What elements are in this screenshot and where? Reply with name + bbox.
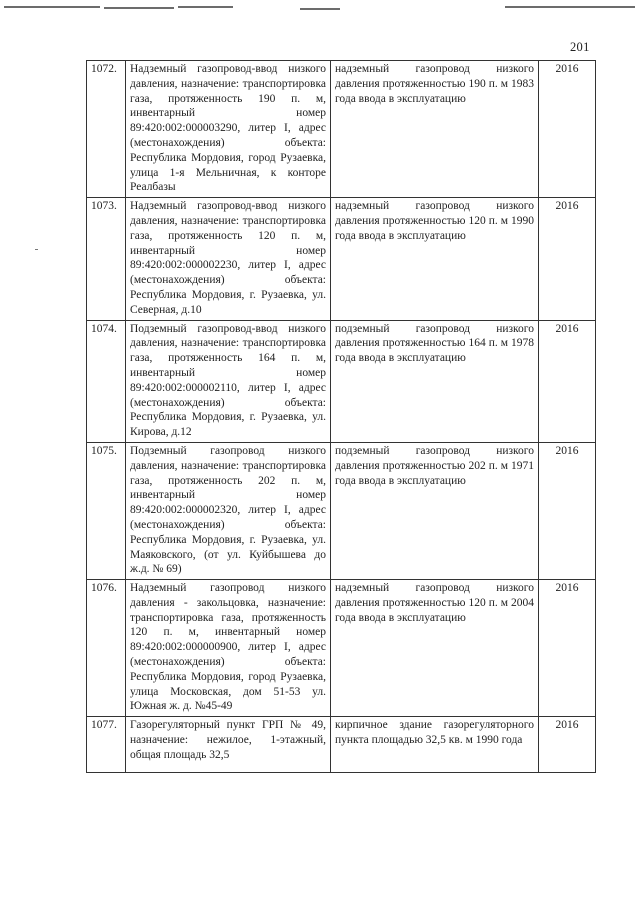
object-name: Надземный газопровод-ввод низкого давления, назначение: транспортировка газа, протяженность 190 п. м, инвентарный номер 89:420:002:000003290, литер I, адрес (местонахождения) объекта: Республика Мордовия, город Рузаевка, улица 1-я Мельничная, к конторе Реалбазы <box>126 61 331 198</box>
table-row <box>87 580 596 717</box>
table-row <box>87 320 596 442</box>
object-description: подземный газопровод низкого давления протяженностью 164 п. м 1978 года ввода в эксплуатацию <box>331 320 539 442</box>
row-number: 1072. <box>87 61 126 198</box>
row-number: 1073. <box>87 198 126 320</box>
object-description: надземный газопровод низкого давления протяженностью 120 п. м 2004 года ввода в эксплуатацию <box>331 580 539 717</box>
object-name: Надземный газопровод низкого давления - закольцовка, назначение: транспортировка газа, протяженность 120 п. м, инвентарный номер 89:420:002:000000900, литер I, адрес (местонахождения) объекта: Республика Мордовия, город Рузаевка, улица Московская, дом 51-53 ул. Южная ж. д. №45-49 <box>126 580 331 717</box>
object-description: надземный газопровод низкого давления протяженностью 120 п. м 1990 года ввода в эксплуатацию <box>331 198 539 320</box>
year: 2016 <box>539 61 596 198</box>
row-number: 1075. <box>87 442 126 579</box>
object-name: Газорегуляторный пункт ГРП № 49, назначение: нежилое, 1-этажный, общая площадь 32,5 <box>126 717 331 773</box>
table-row <box>87 198 596 320</box>
scan-edge-artifact <box>0 6 640 12</box>
year: 2016 <box>539 717 596 773</box>
year: 2016 <box>539 198 596 320</box>
object-description: подземный газопровод низкого давления протяженностью 202 п. м 1971 года ввода в эксплуатацию <box>331 442 539 579</box>
year: 2016 <box>539 320 596 442</box>
row-number: 1074. <box>87 320 126 442</box>
object-description: надземный газопровод низкого давления протяженностью 190 п. м 1983 года ввода в эксплуатацию <box>331 61 539 198</box>
year: 2016 <box>539 580 596 717</box>
object-name: Надземный газопровод-ввод низкого давления, назначение: транспортировка газа, протяженность 120 п. м, инвентарный номер 89:420:002:000002230, литер I, адрес (местонахождения) объекта: Республика Мордовия, г. Рузаевка, ул. Северная, д.10 <box>126 198 331 320</box>
object-name: Подземный газопровод низкого давления, назначение: транспортировка газа, протяженность 202 п. м, инвентарный номер 89:420:002:000002320, литер I, адрес (местонахождения) объекта: Республика Мордовия, г. Рузаевка, ул. Маяковского, (от ул. Куйбышева до ж.д. № 69) <box>126 442 331 579</box>
table-row <box>87 717 596 773</box>
row-number: 1076. <box>87 580 126 717</box>
table-row <box>87 442 596 579</box>
property-registry-table <box>86 60 596 773</box>
table-row <box>87 61 596 198</box>
row-number: 1077. <box>87 717 126 773</box>
year: 2016 <box>539 442 596 579</box>
page-number: 201 <box>570 40 590 54</box>
object-name: Подземный газопровод-ввод низкого давления, назначение: транспортировка газа, протяженность 164 п. м, инвентарный номер 89:420:002:000002110, литер I, адрес (местонахождения) объекта: Республика Мордовия, г. Рузаевка, ул. Кирова, д.12 <box>126 320 331 442</box>
margin-mark <box>35 249 38 250</box>
object-description: кирпичное здание газорегуляторного пункта площадью 32,5 кв. м 1990 года <box>331 717 539 773</box>
